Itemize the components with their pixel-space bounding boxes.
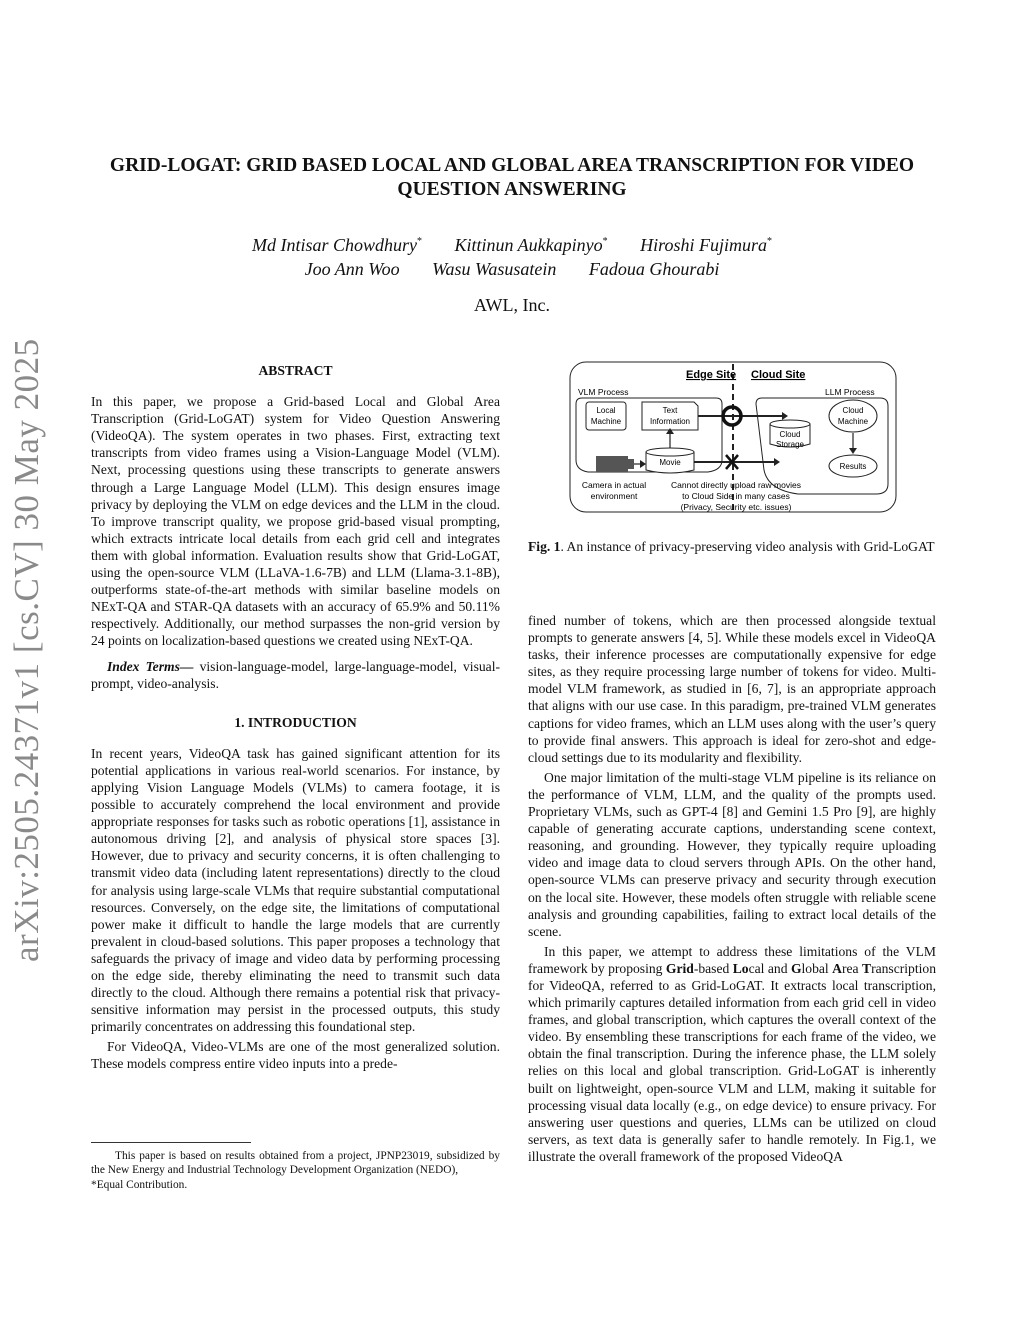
camera-lens-icon	[628, 459, 634, 469]
index-terms-label: Index Terms—	[107, 658, 194, 674]
vlm-process-label: VLM Process	[578, 387, 629, 397]
llm-process-label: LLM Process	[825, 387, 875, 397]
affiliation: AWL, Inc.	[473, 295, 551, 315]
right-paragraph-1: fined number of tokens, which are then processed alongside textual prompts to generate answers [4, 5]. While these models excel in VideoQA tasks, their inference processes are computationally expensive for edge sites, as they require processing large number of tokens for video. Multi-model VLM framework, as studied in [6, 7], is an appropriate approach that aligns with our use case. In this paradigm, pre-trained VLM generates captions for video frames, which an LLM uses along with the user’s query to provide final answers. This approach is ideal for zero-shot and edge-cloud settings due to its modularity and flexibility.	[528, 613, 936, 765]
author: Kittinun Aukkapinyo*	[454, 235, 608, 255]
cloud-machine-label-2: Machine	[837, 417, 869, 426]
author: Fadoua Ghourabi	[588, 259, 720, 279]
text-info-label-1: Text	[662, 406, 678, 415]
author-row-2	[110, 257, 914, 281]
paper-title: GRID-LOGAT: GRID BASED LOCAL AND GLOBAL AREA TRANSCRIPTION FOR VIDEO QUESTION ANSWERING	[109, 155, 915, 200]
author: Joo Ann Woo	[304, 259, 400, 279]
results-label: Results	[839, 462, 867, 471]
cannot-upload-label-2: to Cloud Side in many cases	[682, 491, 790, 501]
arrow-head-right-blocked	[774, 458, 780, 466]
text-info-label-2: Information	[649, 417, 691, 426]
index-terms	[91, 658, 500, 692]
intro-paragraph-1: In recent years, VideoQA task has gained significant attention for its potential applications in various real-world scenarios. For instance, by applying Vision Language Models (VLMs) to camera footage, it is possible to accurately comprehend the local environment and provide appropriate responses for tasks such as robotic operations [1], assistance in autonomous driving [2], and analysis of physical store spaces [3]. However, due to privacy and security concerns, it is often challenging to transmit video data (including latent representations) directly to the cloud for analysis using large-scale VLMs that require substantial computational resources. Conversely, on the edge site, the limitations of computational power make it difficult to handle the large models that are currently prevalent in cloud-based solutions. This paper proposes a technology that safeguards the privacy of image and video data by performing processing on the edge side, thereby eliminating the need to transmit such data directly to the cloud. Although there remains a potential risk that privacy-sensitive information may persist in the processed outputs, this study primarily concentrates on addressing this foundational step.	[91, 745, 500, 1035]
abstract-heading: ABSTRACT	[258, 363, 333, 378]
arrow-head-right-camera	[640, 460, 646, 468]
camera-label-2: environment	[590, 491, 638, 501]
index-terms-text: vision-language-model, large-language-model, visual-prompt, video-analysis.	[91, 658, 500, 691]
cloud-storage-top	[770, 420, 810, 428]
author-list	[110, 230, 914, 281]
cloud-machine-box	[829, 400, 877, 432]
camera-body-icon	[596, 456, 628, 472]
caption-label: Fig. 1	[528, 539, 561, 554]
local-machine-label-2: Machine	[590, 417, 622, 426]
local-machine-label-1: Local	[596, 406, 616, 415]
arrow-head-right	[782, 412, 788, 420]
author: Wasu Wasusatein	[432, 259, 557, 279]
movie-top	[646, 448, 694, 456]
right-paragraph-3: In this paper, we attempt to address these limitations of the VLM framework by proposing Grid-based Local and Global Area Transcription for VideoQA, referred to as Grid-LoGAT. It extracts local transcription, which primarily captures detailed information from each grid cell in video frames, and global transcription, which captures the overall context of the video. By ensembling these transcriptions for each frame of the video, we obtain the final transcription. During the inference phase, the LLM solely relies on this local and global transcription. Grid-LoGAT is inherently built on lightweight, open-source VLM and LLM, making it suitable for processing visual data locally (e.g., on edge device) to ensure privacy. For answering user questions and queries, LLMs can be utilized on cloud servers, as text data is generally safer to handle remotely. In Fig.1, we illustrate the overall framework of the proposed VideoQA	[528, 943, 936, 1164]
cannot-upload-label-1: Cannot directly upload raw movies	[671, 480, 801, 490]
arxiv-identifier: arXiv:2505.24371v1 [cs.CV] 30 May 2025	[7, 338, 46, 962]
right-paragraph-2: One major limitation of the multi-stage VLM pipeline is its reliance on the performance of VLM, LLM, and the quality of the prompts used. Proprietary VLMs, such as GPT-4 [8] and Gemini 1.5 Pro [9], are highly capable of generating accurate captions, understanding scene context, reasoning, and grounding. However, they typically require uploading video and image data to cloud servers through APIs. On the other hand, open-source VLMs can preserve privacy and security through execution on the local site. However, these models often struggle with reliable scene analysis and grounding capabilities, failing to extract local details of the scene.	[528, 769, 936, 939]
caption-text: . An instance of privacy-preserving video analysis with Grid-LoGAT	[560, 539, 935, 554]
cloud-site-label: Cloud Site	[751, 369, 806, 381]
intro-paragraph-2: For VideoQA, Video-VLMs are one of the most generalized solution. These models compress entire video inputs into a prede-	[91, 1039, 500, 1072]
cloud-storage-label-2: Storage	[775, 440, 805, 449]
author: Md Intisar Chowdhury*	[251, 235, 422, 255]
movie-label: Movie	[659, 458, 681, 467]
footnote-rule	[91, 1142, 251, 1143]
arrow-head-down	[849, 448, 857, 454]
figure-1-diagram	[568, 360, 898, 520]
cloud-machine-label-1: Cloud	[842, 406, 864, 415]
footnote-equal-contribution: *Equal Contribution.	[91, 1178, 188, 1191]
author-row-1	[110, 230, 914, 257]
author: Hiroshi Fujimura*	[640, 235, 772, 255]
right-column	[528, 612, 936, 1168]
edge-site-label: Edge Site	[686, 369, 737, 381]
left-column	[91, 362, 500, 1076]
cannot-upload-label-3: (Privacy, Security etc. issues)	[680, 502, 792, 512]
footnote-funding: This paper is based on results obtained from a project, JPNP23019, subsidized by the New Energy and Industrial Technology Development Organization (NEDO),	[91, 1150, 500, 1177]
camera-label-1: Camera in actual	[581, 480, 647, 490]
cloud-storage-label-1: Cloud	[779, 430, 801, 439]
abstract-text: In this paper, we propose a Grid-based Local and Global Area Transcription (Grid-LoGAT) system for Video Question Answering (VideoQA). The system operates in two phases. First, extracting text transcripts from video frames using a Vision-Language Model (VLM). Next, processing questions using these transcripts to generate answers through a Large Language Model (LLM). This design ensures image privacy by deploying the VLM on edge devices and the LLM in the cloud. To improve transcript quality, we propose grid-based visual prompting, which extracts intricate local details from each grid cell and integrates them with global information. Evaluation results show that Grid-LoGAT, using the open-source VLM (LLaVA-1.6-7B) and LLM (Llama-3.1-8B), outperforms state-of-the-art methods with similar baseline models on NExT-QA and STAR-QA datasets with an accuracy of 65.9% and 50.11% respectively. Additionally, our method surpasses the non-grid version by 24 points on localization-based questions we created using NExT-QA.	[91, 394, 500, 649]
figure-1-caption	[528, 538, 936, 555]
footnote	[91, 1142, 500, 1192]
intro-heading: 1. INTRODUCTION	[234, 714, 357, 730]
